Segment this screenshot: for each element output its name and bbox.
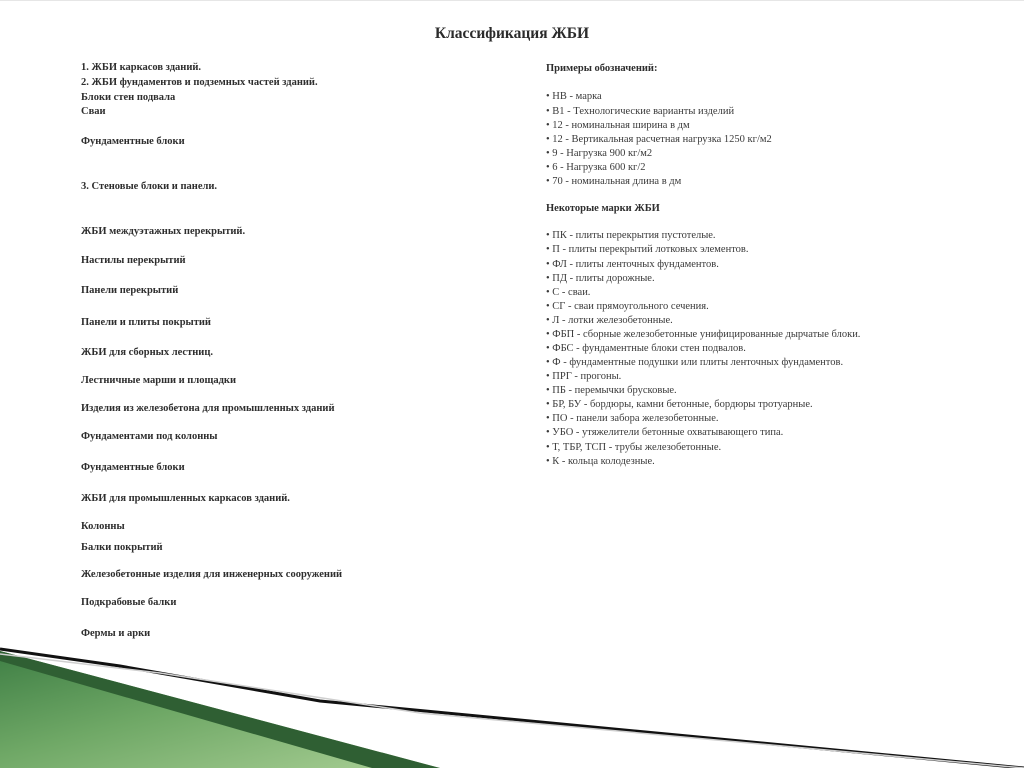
list-item: ЖБИ для промышленных каркасов зданий. [81,493,290,504]
example-item: • 12 - номинальная ширина в дм [546,120,690,131]
brand-item: • П - плиты перекрытий лотковых элементов. [546,244,749,255]
white-sweep [60,661,1024,768]
list-item: 3. Стеновые блоки и панели. [81,181,218,192]
list-item: Колонны [81,521,125,532]
brand-item: • БР, БУ - бордюры, камни бетонные, бордюры тротуарные. [546,399,813,410]
list-item: Железобетонные изделия для инженерных сооружений [81,569,343,580]
brands-heading: Некоторые марки ЖБИ [546,203,660,214]
brand-item: • ПД - плиты дорожные. [546,273,655,284]
brand-item: • СГ - сваи прямоугольного сечения. [546,301,709,312]
list-item: ЖБИ для сборных лестниц. [81,347,214,358]
list-item: Балки покрытий [81,542,163,553]
list-item: Лестничные марши и площадки [81,375,237,386]
brand-item: • ФБП - сборные железобетонные унифицированные дырчатые блоки. [546,329,861,340]
list-item: ЖБИ междуэтажных перекрытий. [81,226,246,237]
brand-item: • С - сваи. [546,287,591,298]
list-item: Фундаментные блоки [81,136,185,147]
black-swoosh-line [0,649,1024,768]
example-item: • 12 - Вертикальная расчетная нагрузка 1250 кг/м2 [546,134,772,145]
green-wedge [0,651,440,768]
examples-heading: Примеры обозначений: [546,63,658,74]
grey-swoosh-line [0,654,1024,768]
list-item: Панели и плиты покрытий [81,317,211,328]
brand-item: • ФЛ - плиты ленточных фундаментов. [546,259,719,270]
slide-title: Классификация ЖБИ [434,25,590,42]
example-item: • 70 - номинальная длина в дм [546,176,682,187]
list-item: Подкрабовые балки [81,597,177,608]
dark-stripe [0,651,440,768]
list-item: Блоки стен подвала [81,92,176,103]
list-item: 1. ЖБИ каркасов зданий. [81,62,202,73]
list-item: Фундаментами под колонны [81,431,218,442]
brand-item: • УБО - утяжелители бетонные охватывающего типа. [546,427,784,438]
brand-item: • ПО - панели забора железобетонные. [546,413,719,424]
brand-item: • Т, ТБР, ТСП - трубы железобетонные. [546,442,722,453]
list-item: Панели перекрытий [81,285,179,296]
example-item: • НВ - марка [546,91,602,102]
list-item: Изделия из железобетона для промышленных зданий [81,403,335,414]
brand-item: • ПРГ - прогоны. [546,371,622,382]
list-item: Фермы и арки [81,628,151,639]
list-item: Сваи [81,106,106,117]
brand-item: • К - кольца колодезные. [546,456,655,467]
example-item: • В1 - Технологические варианты изделий [546,106,735,117]
example-item: • 6 - Нагрузка 600 кг/2 [546,162,646,173]
brand-item: • ПБ - перемычки брусковые. [546,385,677,396]
example-item: • 9 - Нагрузка 900 кг/м2 [546,148,653,159]
brand-item: • Л - лотки железобетонные. [546,315,673,326]
list-item: Настилы перекрытий [81,255,186,266]
brand-item: • ФБС - фундаментные блоки стен подвалов. [546,343,746,354]
brand-item: • Ф - фундаментные подушки или плиты ленточных фундаментов. [546,357,844,368]
list-item: Фундаментные блоки [81,462,185,473]
brand-item: • ПК - плиты перекрытия пустотелые. [546,230,716,241]
list-item: 2. ЖБИ фундаментов и подземных частей зданий. [81,77,318,88]
